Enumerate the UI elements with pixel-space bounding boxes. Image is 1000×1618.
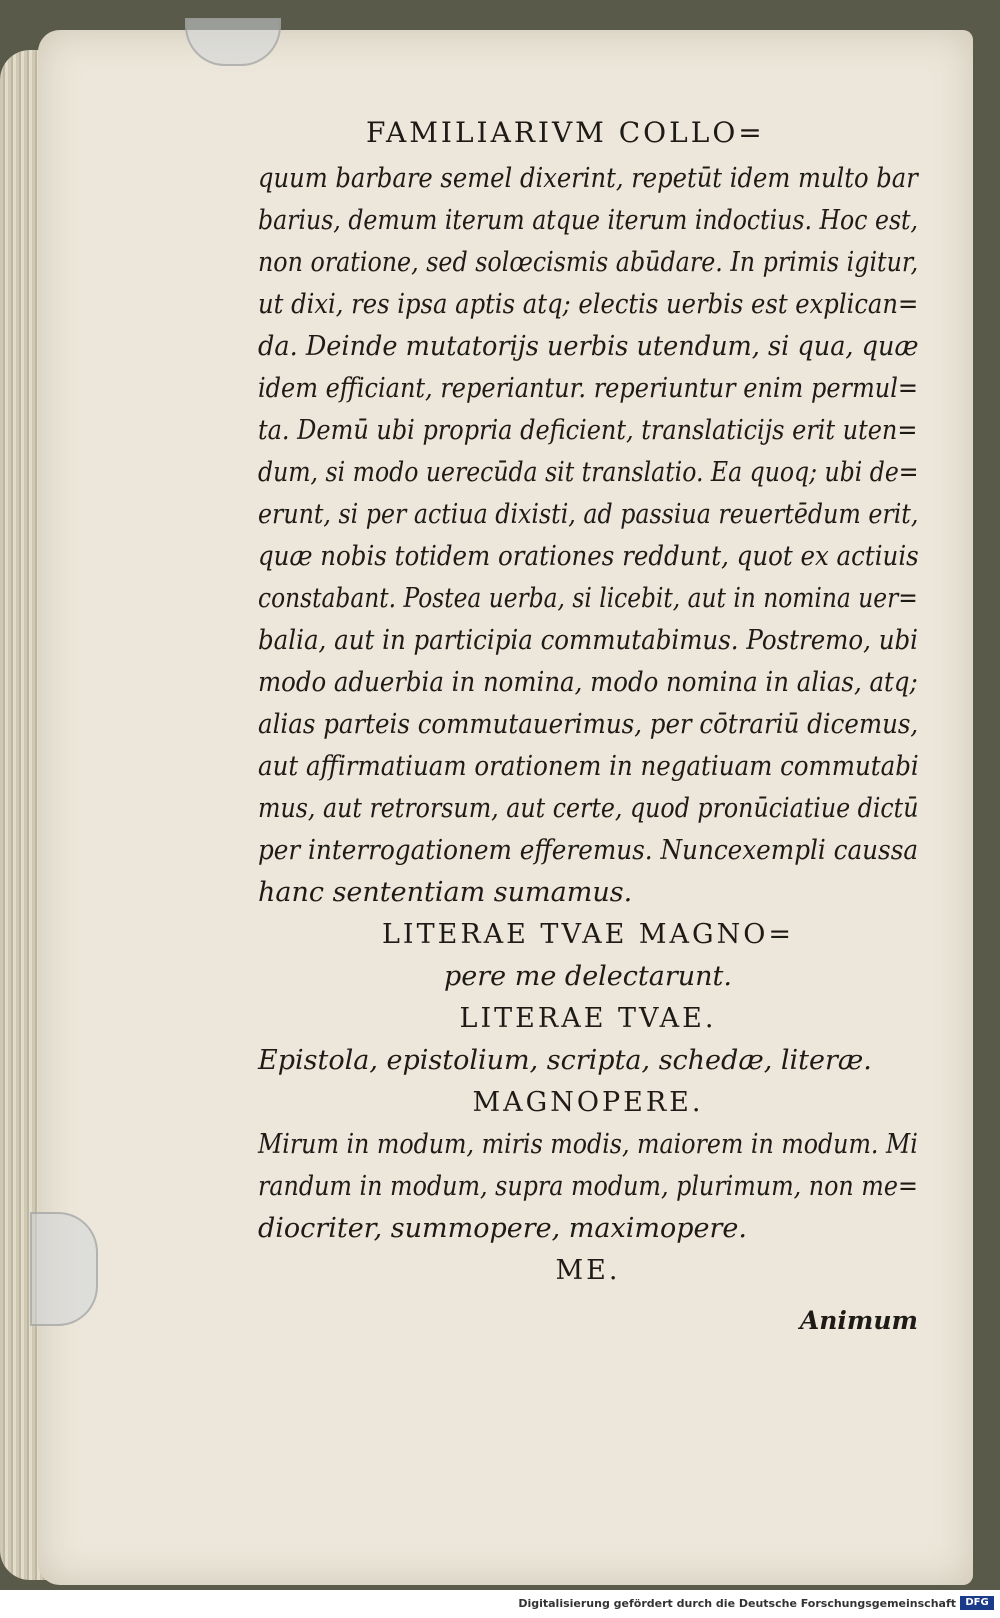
body-line: quum barbare semel dixerint, repetūt idem multo bar bbox=[258, 163, 918, 194]
body-line: alias parteis commutauerimus, per cōtrariū dicemus, bbox=[258, 709, 919, 740]
example-heading-continuation: pere me delectarunt. bbox=[444, 961, 732, 992]
section-heading-literae-tuae: LITERAE TVAE. bbox=[459, 1003, 717, 1034]
footer-credit: Digitalisierung gefördert durch die Deutsche Forschungsgemeinschaft bbox=[518, 1597, 956, 1610]
body-paragraph bbox=[258, 158, 918, 914]
running-head: FAMILIARIVM COLLO= bbox=[366, 116, 765, 149]
body-line: barius, demum iterum atque iterum indoctius. Hoc est, bbox=[258, 205, 919, 236]
body-line: quæ nobis totidem orationes reddunt, quot ex actiuis bbox=[258, 541, 919, 572]
body-line: modo aduerbia in nomina, modo nomina in alias, atq; bbox=[258, 667, 918, 698]
body-line: per interrogationem efferemus. Nuncexempli caussa bbox=[258, 835, 919, 866]
dfg-logo: DFG bbox=[960, 1596, 994, 1610]
body-line: dum, si modo uerecūda sit translatio. Ea quoq; ubi de= bbox=[258, 457, 919, 488]
page-clip-left bbox=[30, 1212, 98, 1326]
body-line: non oratione, sed solœcismis abūdare. In primis igitur, bbox=[258, 247, 919, 278]
body-line: erunt, si per actiua dixisti, ad passiua reuertēdum erit, bbox=[258, 499, 919, 530]
section-heading-me: ME. bbox=[555, 1255, 621, 1286]
page-text bbox=[258, 108, 918, 1342]
section-text-literae-tuae: Epistola, epistolium, scripta, schedæ, literæ. bbox=[258, 1045, 872, 1076]
body-line: hanc sententiam sumamus. bbox=[258, 877, 633, 908]
body-line: ut dixi, res ipsa aptis atq; electis uerbis est explican= bbox=[258, 289, 919, 320]
catchword: Animum bbox=[799, 1306, 918, 1335]
body-line: da. Deinde mutatorijs uerbis utendum, si qua, quæ bbox=[258, 331, 919, 362]
body-line: aut affirmatiuam orationem in negatiuam commutabi bbox=[258, 751, 919, 782]
body-line: constabant. Postea uerba, si licebit, aut in nomina uer= bbox=[258, 583, 918, 614]
body-line: idem efficiant, reperiantur. reperiuntur enim permul= bbox=[258, 373, 919, 404]
section-heading-magnopere: MAGNOPERE. bbox=[472, 1087, 704, 1118]
body-line: ta. Demū ubi propria deficient, translaticijs erit uten= bbox=[258, 415, 918, 446]
example-heading: LITERAE TVAE MAGNO= bbox=[382, 919, 794, 950]
body-line: mus, aut retrorsum, aut certe, quod pronūciatiue dictū bbox=[258, 793, 919, 824]
section-line-magnopere: diocriter, summopere, maximopere. bbox=[258, 1213, 747, 1244]
body-line: balia, aut in participia commutabimus. Postremo, ubi bbox=[258, 625, 918, 656]
section-line-magnopere: Mirum in modum, miris modis, maiorem in modum. Mi bbox=[258, 1129, 918, 1160]
section-line-magnopere: randum in modum, supra modum, plurimum, non me= bbox=[258, 1171, 918, 1202]
